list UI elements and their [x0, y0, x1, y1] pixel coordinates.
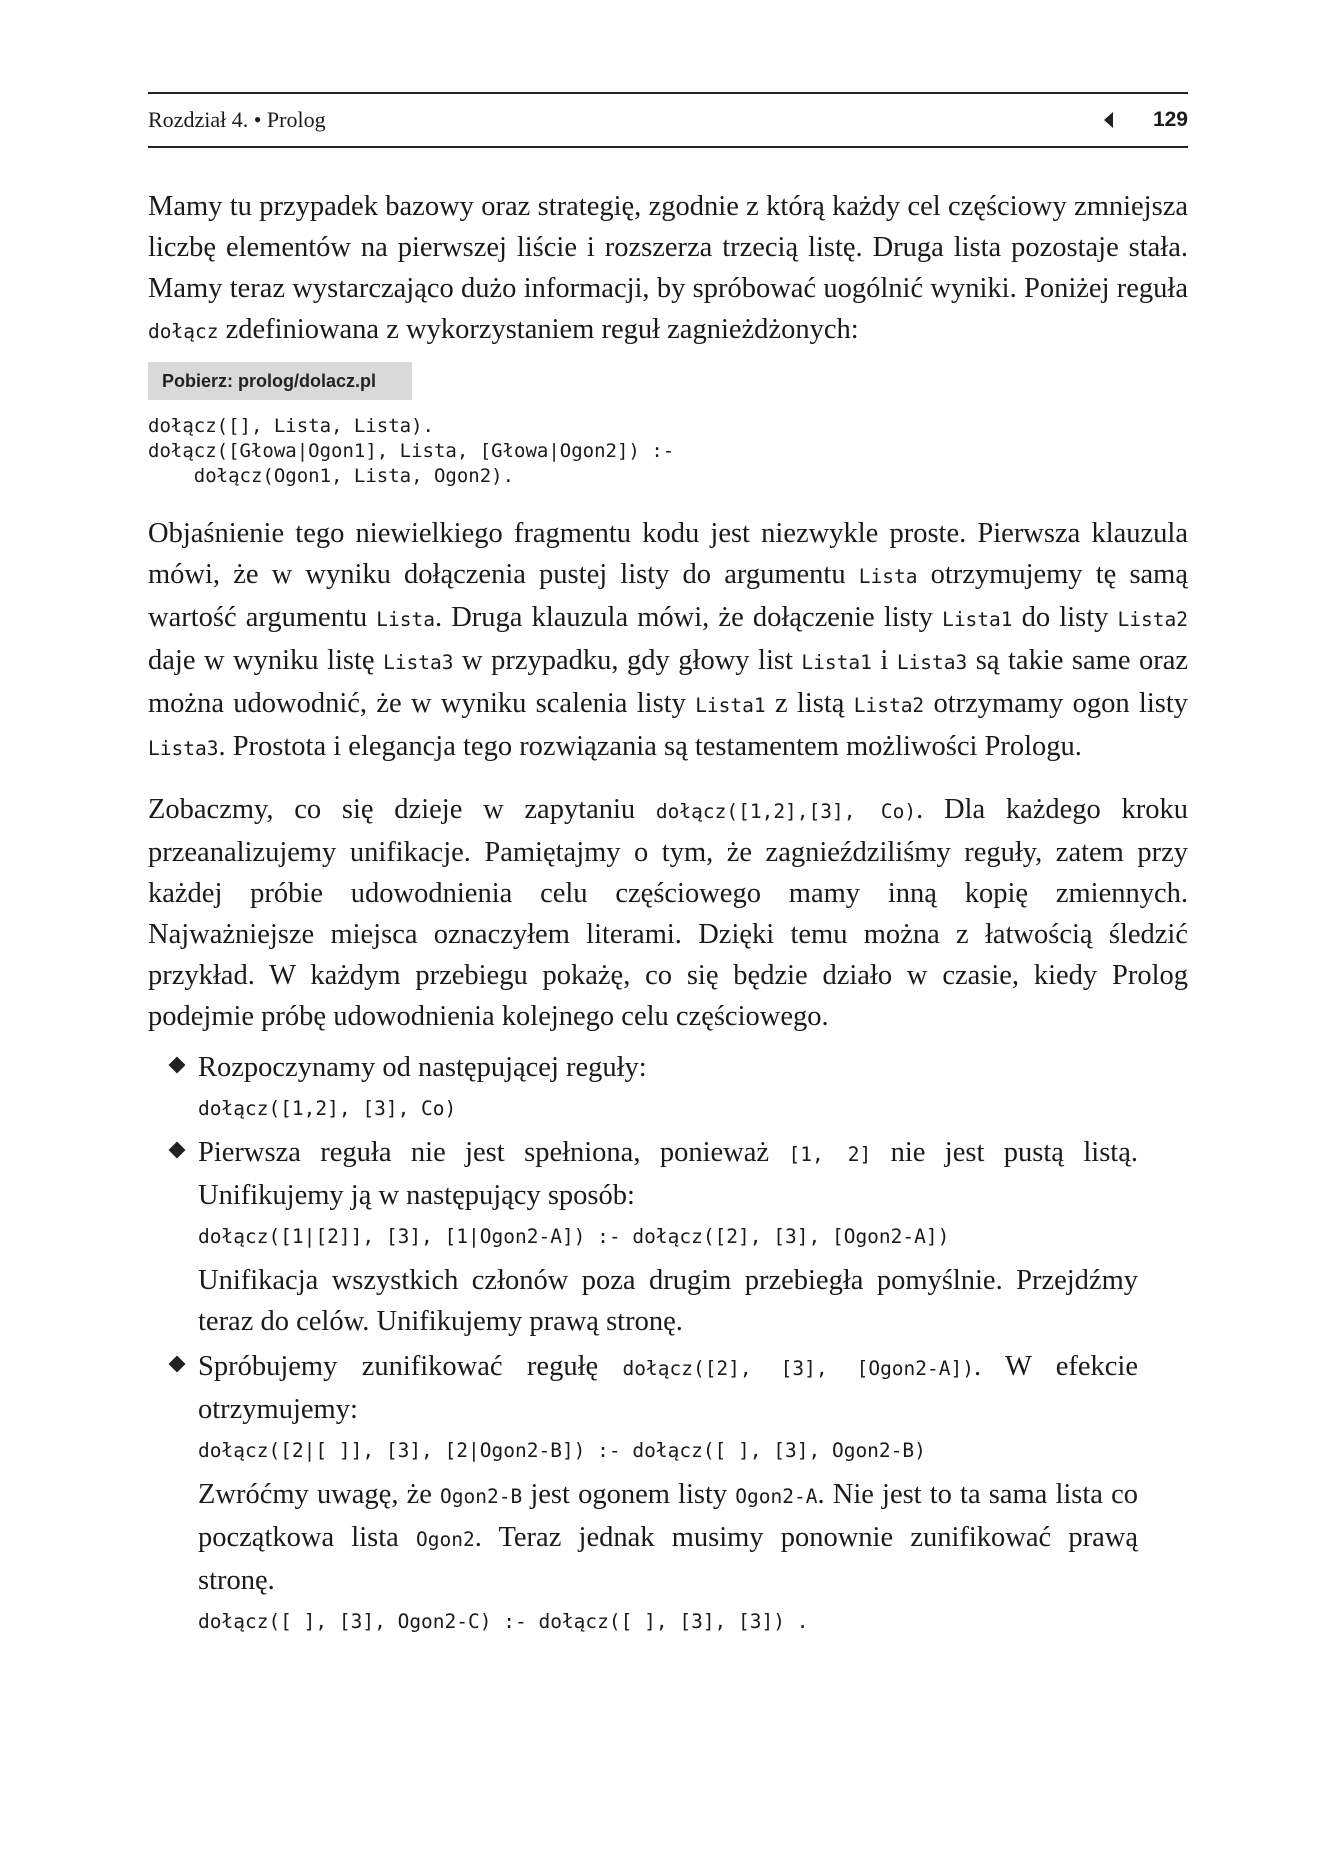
list-item — [198, 1132, 1138, 1342]
code-line: dołącz([Głowa|Ogon1], Lista, [Głowa|Ogon2]) :- — [148, 440, 675, 462]
inline-code: Ogon2-A — [735, 1485, 818, 1508]
bullet-code: dołącz([1|[2]], [3], [1|Ogon2-A]) :- dołącz([2], [3], [Ogon2-A]) — [198, 1225, 950, 1248]
inline-code: Lista — [858, 565, 918, 588]
code-line: dołącz([], Lista, Lista). — [148, 415, 434, 437]
inline-code: Lista2 — [1117, 608, 1188, 631]
text-span: otrzymujemy tę samą wartość argumentu — [148, 559, 1189, 633]
text-span: . Druga klauzula mówi, że dołączenie listy — [434, 602, 943, 633]
book-page — [148, 92, 1188, 1645]
list-item — [198, 1346, 1138, 1641]
bullet-text — [198, 1132, 1138, 1216]
inline-code: dołącz([2], [3], [Ogon2-A]) — [622, 1357, 974, 1380]
bullet-text: Rozpoczynamy od następującej reguły: — [198, 1052, 647, 1083]
inline-code: Lista1 — [801, 651, 872, 674]
inline-code: dołącz([1,2],[3], Co) — [655, 800, 917, 823]
inline-code: Ogon2-B — [440, 1485, 523, 1508]
chapter-title: Rozdział 4. • Prolog — [148, 107, 326, 132]
code-block — [148, 414, 1188, 489]
download-label: Pobierz: prolog/dolacz.pl — [148, 362, 412, 400]
page-number-block — [1104, 108, 1188, 132]
inline-code: Lista3 — [383, 651, 454, 674]
text-span: są takie same oraz można udowodnić, że w wyniku scalenia listy — [148, 645, 1189, 719]
text-span: nie jest pustą listą. Unifikujemy ją w następujący sposób: — [198, 1137, 1138, 1211]
paragraph-query — [148, 789, 1188, 1037]
text-span: zdefiniowana z wykorzystaniem reguł zagnieżdżonych: — [218, 314, 859, 345]
text-span: . Dla każdego kroku przeanalizujemy unifikacje. Pamiętajmy o tym, że zagnieździliśmy reguły, zatem przy każdej próbie udowodnienia celu częściowego mamy inną kopię zmiennych. Najważniejsze miejsca oznaczyłem literami. Dzięki temu można z łatwością śledzić przykład. W każdym przebiegu pokażę, co się będzie działo w czasie, kiedy Prolog podejmie próbę udowodnienia kolejnego celu częściowego. — [148, 794, 1188, 1032]
inline-code: Lista3 — [148, 737, 219, 760]
inline-code: dołącz — [148, 320, 219, 343]
bullet-followup-text: Unifikacja wszystkich członów poza drugim przebiegła pomyślnie. Przejdźmy teraz do celów. Unifikujemy prawą stronę. — [198, 1265, 1138, 1337]
text-span: . W efekcie otrzymujemy: — [198, 1351, 1138, 1425]
text-span: daje w wyniku listę — [148, 645, 384, 676]
bullet-code: dołącz([2|[ ]], [3], [2|Ogon2-B]) :- dołącz([ ], [3], Ogon2-B) — [198, 1439, 926, 1462]
list-item — [198, 1047, 1138, 1128]
text-span: Objaśnienie tego niewielkiego fragmentu kodu jest niezwykle proste. Pierwsza klauzula mówi, że w wyniku dołączenia pustej listy do argumentu — [148, 518, 1188, 590]
text-span: Zobaczmy, co się dzieje w zapytaniu — [148, 794, 656, 825]
text-span: w przypadku, gdy głowy list — [453, 645, 802, 676]
page-number: 129 — [1152, 108, 1188, 131]
paragraph-intro — [148, 186, 1188, 352]
inline-code: Lista2 — [853, 694, 925, 717]
bullet-text — [198, 1346, 1138, 1430]
text-span: . Prostota i elegancja tego rozwiązania są testamentem możliwości Prologu. — [218, 731, 1082, 762]
diamond-bullet-icon — [169, 1356, 186, 1373]
text-span: do listy — [1012, 602, 1118, 633]
text-span: otrzymamy ogon listy — [924, 688, 1189, 719]
inline-code: Lista3 — [896, 651, 968, 674]
bullet-code: dołącz([1,2], [3], Co) — [198, 1097, 457, 1120]
text-span: Pierwsza reguła nie jest spełniona, ponieważ — [198, 1137, 789, 1168]
text-span: jest ogonem listy — [522, 1479, 736, 1510]
text-span: Zwróćmy uwagę, że — [198, 1479, 441, 1510]
diamond-bullet-icon — [169, 1142, 186, 1159]
bullet-followup-text — [198, 1474, 1138, 1601]
bullet-code: dołącz([ ], [3], Ogon2-C) :- dołącz([ ], [3], [3]) . — [198, 1610, 809, 1633]
inline-code: Lista — [376, 608, 435, 631]
inline-code: [1, 2] — [788, 1143, 872, 1166]
code-line: dołącz(Ogon1, Lista, Ogon2). — [148, 465, 515, 487]
text-span: i — [871, 645, 897, 676]
left-triangle-icon — [1104, 112, 1113, 128]
running-header — [148, 92, 1188, 148]
text-span: Mamy tu przypadek bazowy oraz strategię, zgodnie z którą każdy cel częściowy zmniejsza liczbę elementów na pierwszej liście i rozszerza trzecią listę. Druga lista pozostaje stała. Mamy teraz wystarczająco dużo informacji, by spróbować uogólnić wyniki. Poniżej reguła — [148, 191, 1188, 304]
text-span: Spróbujemy zunifikować regułę — [198, 1351, 623, 1382]
text-span: . Teraz jednak musimy ponownie zunifikować prawą stronę. — [198, 1522, 1138, 1596]
inline-code: Lista1 — [942, 608, 1013, 631]
inline-code: Lista1 — [695, 694, 766, 717]
paragraph-explanation — [148, 513, 1188, 769]
bullet-list — [198, 1047, 1138, 1641]
diamond-bullet-icon — [169, 1057, 186, 1074]
text-span: z listą — [765, 688, 854, 719]
inline-code: Ogon2 — [415, 1528, 475, 1551]
text-span: . Nie jest to ta sama lista co początkowa lista — [198, 1479, 1138, 1553]
